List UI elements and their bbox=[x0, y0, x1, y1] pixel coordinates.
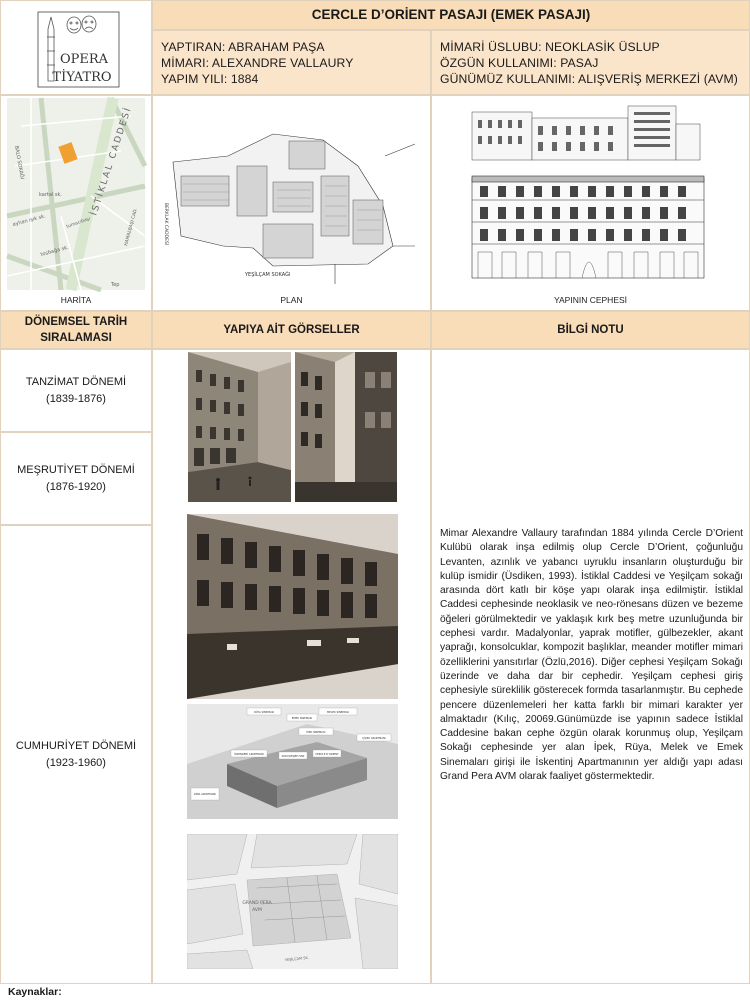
map-caption: HARİTA bbox=[60, 295, 92, 305]
map-label-3: ayhan ışık sk. bbox=[11, 213, 47, 228]
header-info: BİLGİ NOTU bbox=[431, 311, 750, 349]
map-label-6: turnacıbaşı bbox=[65, 216, 92, 230]
info-cell bbox=[431, 349, 750, 984]
plan-street-left: BERKLAK CADDESİ bbox=[163, 202, 168, 246]
historic-photo-3 bbox=[187, 514, 398, 699]
map-label-1: BALO SOKAĞI bbox=[13, 145, 25, 180]
current-use-text: GÜNÜMÜZ KULLANIMI: ALIŞVERİŞ MERKEZİ (AVM) bbox=[440, 72, 738, 86]
meta-left bbox=[152, 30, 431, 95]
model-label-7: KURUÇEŞME HAN bbox=[281, 755, 305, 758]
plan-cell bbox=[152, 95, 431, 311]
period-cumhuriyet bbox=[0, 525, 152, 984]
map-label-7: Tep bbox=[111, 282, 120, 288]
map-label-2: kartal sk. bbox=[39, 192, 63, 198]
plan-street-bottom: YEŞİLÇAM SOKAĞI bbox=[245, 272, 291, 278]
meta-right bbox=[431, 30, 750, 95]
historic-photo-2 bbox=[295, 352, 397, 502]
opera-logo bbox=[1, 1, 151, 94]
model-label-1: RÜYA SİNEMASI bbox=[253, 711, 275, 714]
header-images: YAPIYA AİT GÖRSELLER bbox=[152, 311, 431, 349]
page-title: CERCLE D’ORİENT PASAJI (EMEK PASAJI) bbox=[152, 0, 750, 30]
period-tanzimat bbox=[0, 349, 152, 432]
plan-caption: PLAN bbox=[280, 295, 303, 305]
site-model-3d bbox=[187, 704, 398, 819]
site-plan-label-2: AVM bbox=[252, 908, 262, 913]
original-use-text: ÖZGÜN KULLANIMI: PASAJ bbox=[440, 56, 599, 70]
period-mesrutiyet bbox=[0, 432, 152, 525]
model-label-2: EMEK SİNEMASI bbox=[291, 717, 313, 720]
period-tanzimat-text: TANZİMAT DÖNEMİ (1839-1876) bbox=[25, 375, 127, 405]
site-plan-street: YEŞİLÇAM SK. bbox=[284, 955, 310, 963]
site-plan bbox=[187, 834, 398, 969]
sources-label: Kaynaklar: bbox=[8, 986, 62, 998]
model-label-3: MELEK SİNEMASI bbox=[327, 711, 349, 714]
style-text: MİMARİ ÜSLUBU: NEOKLASİK ÜSLUP bbox=[440, 40, 660, 54]
period-mesrutiyet-text: MEŞRUTİYET DÖNEMİ (1876-1920) bbox=[17, 463, 135, 493]
model-label-6: CERCLE D'ORIENT bbox=[315, 753, 339, 756]
map-cell bbox=[0, 95, 152, 311]
logo-cell bbox=[0, 0, 152, 95]
facade-caption: YAPININ CEPHESİ bbox=[553, 295, 628, 305]
header-periods bbox=[0, 311, 152, 349]
architect-text: MİMARI: ALEXANDRE VALLAURY bbox=[161, 56, 354, 70]
floor-plan bbox=[153, 96, 430, 292]
images-cell bbox=[152, 349, 431, 984]
period-cumhuriyet-text: CUMHURİYET DÖNEMİ (1923-1960) bbox=[15, 739, 137, 769]
builder-text: YAPTIRAN: ABRAHAM PAŞA bbox=[161, 40, 325, 54]
theater-masks-icon bbox=[67, 16, 96, 33]
site-plan-label-1: GRAND PERA bbox=[242, 901, 272, 906]
map-label-5: HAMALBAŞI CAD. bbox=[124, 207, 139, 247]
facade-cell bbox=[431, 95, 750, 311]
model-label-8: ÇİÇEK APARTMANI bbox=[362, 737, 386, 740]
map-label-4: tosbağa sk. bbox=[39, 244, 70, 258]
year-text: YAPIM YILI: 1884 bbox=[161, 72, 259, 86]
header-periods-text: DÖNEMSEL TARİH SIRALAMASI bbox=[24, 316, 128, 344]
map-label-istiklal: İSTİKLAL CADDESİ bbox=[89, 105, 135, 217]
historic-photo-1 bbox=[188, 352, 291, 502]
logo-text-1: OPERA bbox=[59, 52, 109, 67]
info-note: Mimar Alexandre Vallaury tarafından 1884 yılında Cercle D’Orient Kulübü olarak inşa edilmiş olup Cercle D’Orient, çoğunluğu Levanten, azınlık ve yabancı uyruklu insanların oluşturduğu bir kulüp ismidir (Üsdiken, 1993). İstiklal Caddesi ve Yeşilçam sokağı arasında dört katlı bir köşe yapı olarak inşa edilmiştir. İstiklal Caddesi cephesinde neoklasik ve neo-rönesans düzen ve bezeme öğeleri görülmektedir ve yaklaşık kırk beş metre uzunluğunda bir cephesi vardır. Madalyonlar, yaprak motifler, gülbezekler, akant yaprağı, konsolcuklar, kompozit başlıklar, meander motifler mimari özelliklerini yansıtırlar (Özlü,2016). Diğer cephesi Yeşilçam Sokağı üzerinde ve daha dar bir cephedir. Yeşilçam cephesi giriş cephesiyle süreklilik gösterecek formda tasarlanmıştır. Bu cephede pencere düzenlemeleri her katta farklı bir mimari karakter yer almaktadır (Kılıç, 20069.Günümüzde ise yapının sadece İstiklal Caddesine bakan cephe özgün olarak korunmuş olup, Yeşilçam Sokağı cephesinde yer alan İpek, Rüya, Melek ve Emek Sinemaları girişi ile İskentinj Apartmanının yer aldığı yapı adası Grand Pera AVM olarak faaliyet göstermektedir. bbox=[440, 528, 743, 783]
location-map bbox=[1, 96, 151, 292]
model-label-4: İPEK SİNEMASI bbox=[306, 731, 326, 734]
facade-drawing bbox=[432, 96, 749, 292]
logo-text-2: TİYATRO bbox=[52, 70, 112, 85]
model-label-5: İSKENDERİ APARTMANI bbox=[234, 753, 264, 756]
model-label-9: RİNA APARTMANI bbox=[194, 793, 216, 796]
